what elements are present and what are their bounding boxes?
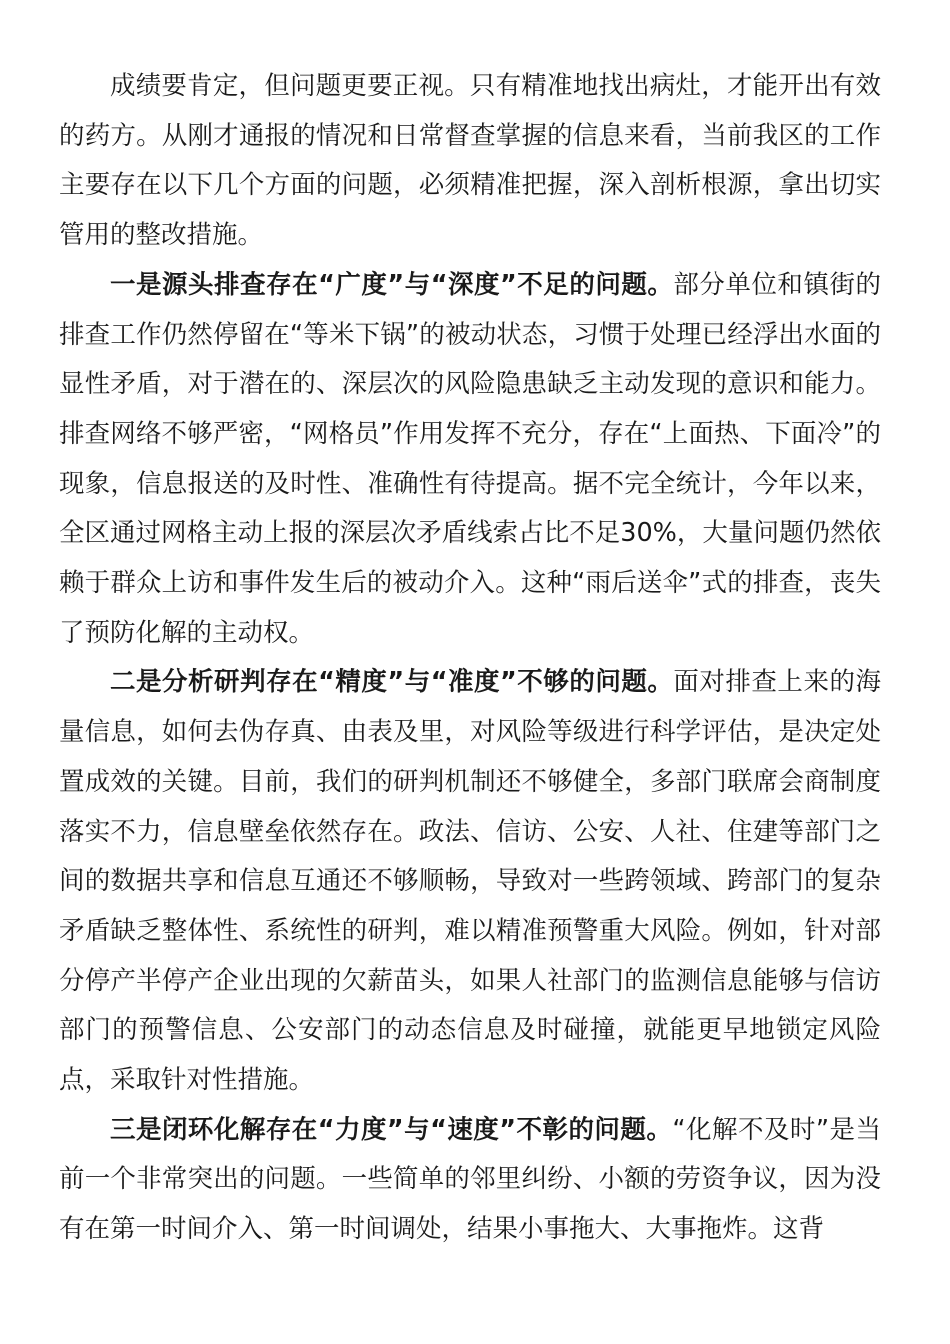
issue-3-text: “化解不及时”是当前一个非常突出的问题。一些简单的邻里纠纷、小额的劳资争议，因为没有在第一时间介入、第一时间调处，结果小事拖大、大事拖炸。这背 <box>59 1114 881 1245</box>
paragraph-issue-2 <box>59 658 881 1105</box>
paragraph-intro-text: 成绩要肯定，但问题更要正视。只有精准地找出病灶，才能开出有效的药方。从刚才通报的情况和日常督查掌握的信息来看，当前我区的工作主要存在以下几个方面的问题，必须精准把握，深入剖析根源，拿出切实管用的整改措施。 <box>59 71 881 251</box>
issue-1-text: 部分单位和镇街的排查工作仍然停留在“等米下锅”的被动状态，习惯于处理已经浮出水面的显性矛盾，对于潜在的、深层次的风险隐患缺乏主动发现的意识和能力。排查网络不够严密，“网格员”作用发挥不充分，存在“上面热、下面冷”的现象，信息报送的及时性、准确性有待提高。据不完全统计，今年以来，全区通过网格主动上报的深层次矛盾线索占比不足30%，大量问题仍然依赖于群众上访和事件发生后的被动介入。这种“雨后送伞”式的排查，丧失了预防化解的主动权。 <box>59 269 881 648</box>
issue-2-heading: 二是分析研判存在“精度”与“准度”不够的问题。 <box>110 667 674 698</box>
issue-2-text: 面对排查上来的海量信息，如何去伪存真、由表及里，对风险等级进行科学评估，是决定处置成效的关键。目前，我们的研判机制还不够健全，多部门联席会商制度落实不力，信息壁垒依然存在。政法、信访、公安、人社、住建等部门之间的数据共享和信息互通还不够顺畅，导致对一些跨领域、跨部门的复杂矛盾缺乏整体性、系统性的研判，难以精准预警重大风险。例如，针对部分停产半停产企业出现的欠薪苗头，如果人社部门的监测信息能够与信访部门的预警信息、公安部门的动态信息及时碰撞，就能更早地锁定风险点，采取针对性措施。 <box>59 667 881 1096</box>
issue-3-heading: 三是闭环化解存在“力度”与“速度”不彰的问题。 <box>110 1114 673 1145</box>
paragraph-intro <box>59 62 881 261</box>
document-body <box>59 62 881 1255</box>
issue-1-heading: 一是源头排查存在“广度”与“深度”不足的问题。 <box>110 269 674 300</box>
paragraph-issue-1 <box>59 261 881 659</box>
paragraph-issue-3 <box>59 1106 881 1255</box>
